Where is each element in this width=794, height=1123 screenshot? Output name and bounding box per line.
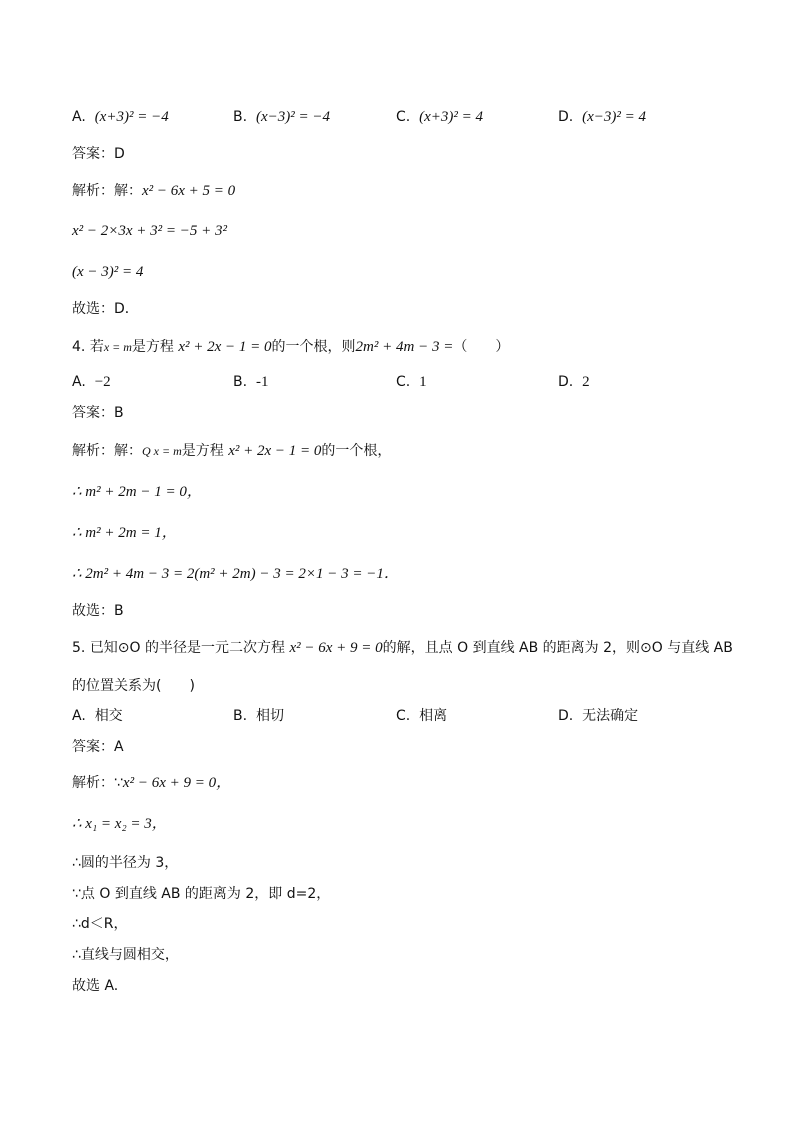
q4-step1: ∴ m² + 2m − 1 = 0， <box>72 484 202 500</box>
q4-option-c <box>396 372 427 392</box>
q3-analysis <box>72 181 235 201</box>
q4-option-a-text: −2 <box>94 374 111 390</box>
q5-answer: 答案：A <box>72 739 124 755</box>
q5-option-b <box>233 706 284 726</box>
q4-stem-a: 若 <box>89 339 104 355</box>
q4-stem-c: 的一个根，则 <box>271 339 356 355</box>
q4-option-c-text: 1 <box>419 374 427 390</box>
q4-option-d-text: 2 <box>582 374 590 390</box>
q5-option-c <box>396 706 447 726</box>
q5-number: 5. <box>72 640 86 656</box>
q3-option-a-label: A. <box>72 109 86 125</box>
q3-analysis-eq3: (x − 3)² = 4 <box>72 264 144 280</box>
q4-option-b-text: -1 <box>255 374 269 390</box>
q5-stem-b: 的解，且点 O 到直线 AB 的距离为 2，则⊙O 与直线 AB <box>382 640 733 656</box>
q4-analysis-math2: x² + 2x − 1 = 0 <box>228 443 322 459</box>
q3-analysis-prefix: 解析：解： <box>72 183 142 199</box>
q5-option-d-text: 无法确定 <box>582 708 639 724</box>
q3-conclusion: 故选：D． <box>72 301 139 317</box>
q4-option-a-label: A. <box>72 374 86 390</box>
q5-stem-math: x² − 6x + 9 = 0 <box>289 640 383 656</box>
q5-step5: ∴直线与圆相交， <box>72 947 179 963</box>
q5-option-a-text: 相交 <box>94 708 123 724</box>
q3-option-c-text: (x+3)² = 4 <box>419 109 484 125</box>
q4-option-d-label: D. <box>558 374 574 390</box>
q4-analysis <box>72 441 391 461</box>
q4-option-b-label: B. <box>233 374 248 390</box>
q3-analysis-eq2: x² − 2×3x + 3² = −5 + 3² <box>72 223 228 239</box>
q4-analysis-math1: Q x = m <box>142 444 182 458</box>
q5-stem-line2: 的位置关系为( ) <box>72 678 195 694</box>
q3-option-d-text: (x−3)² = 4 <box>582 109 647 125</box>
q5-option-b-text: 相切 <box>255 708 284 724</box>
q5-option-a <box>72 706 123 726</box>
q4-analysis-b: 是方程 <box>181 443 224 459</box>
q5-step1: ∴ x₁ = x₂ = 3， <box>72 816 167 832</box>
q4-stem-math3: 2m² + 4m − 3 = <box>355 339 454 355</box>
q5-option-b-label: B. <box>233 708 248 724</box>
q4-number: 4. <box>72 339 86 355</box>
q4-analysis-c: 的一个根， <box>321 443 392 459</box>
q5-step2: ∴圆的半径为 3， <box>72 855 179 871</box>
q5-analysis <box>72 773 231 793</box>
q3-answer: 答案：D <box>72 146 125 162</box>
q3-option-d-label: D. <box>558 109 574 125</box>
q5-stem <box>72 638 733 658</box>
q4-stem-b: 是方程 <box>131 339 174 355</box>
q5-option-a-label: A. <box>72 708 86 724</box>
q5-stem-a: 已知⊙O 的半径是一元二次方程 <box>89 640 286 656</box>
q4-stem-d: （ ） <box>453 339 510 355</box>
q3-option-b-text: (x−3)² = −4 <box>255 109 330 125</box>
q5-conclusion: 故选 A. <box>72 978 119 994</box>
q5-option-c-text: 相离 <box>419 708 448 724</box>
q4-analysis-prefix: 解析：解： <box>72 443 142 459</box>
q3-option-b-label: B. <box>233 109 248 125</box>
q5-step4: ∴d＜R， <box>72 916 128 932</box>
q5-option-d-label: D. <box>558 708 574 724</box>
q4-option-d <box>558 372 590 392</box>
q3-analysis-eq1: x² − 6x + 5 = 0 <box>142 183 236 199</box>
q5-step3: ∵点 O 到直线 AB 的距离为 2，即 d=2， <box>72 886 331 902</box>
q3-option-a <box>72 107 169 127</box>
q4-stem-math1: x = m <box>103 340 132 354</box>
q5-option-d <box>558 706 638 726</box>
q3-option-c <box>396 107 483 127</box>
q3-option-c-label: C. <box>396 109 411 125</box>
q5-analysis-prefix: 解析：∵ <box>72 775 123 791</box>
q3-option-a-text: (x+3)² = −4 <box>94 109 169 125</box>
q4-option-c-label: C. <box>396 374 411 390</box>
q3-option-b <box>233 107 330 127</box>
q4-option-a <box>72 372 111 392</box>
q3-option-d <box>558 107 646 127</box>
q4-stem <box>72 337 509 357</box>
q4-answer: 答案：B <box>72 405 124 421</box>
q4-option-b <box>233 372 268 392</box>
q5-option-c-label: C. <box>396 708 411 724</box>
q4-conclusion: 故选：B <box>72 603 124 619</box>
q5-analysis-math: x² − 6x + 9 = 0， <box>122 775 232 791</box>
q4-stem-math2: x² + 2x − 1 = 0 <box>178 339 272 355</box>
q4-step2: ∴ m² + 2m = 1， <box>72 525 177 541</box>
q4-step3: ∴ 2m² + 4m − 3 = 2(m² + 2m) − 3 = 2×1 − 3 = −1． <box>72 566 399 582</box>
